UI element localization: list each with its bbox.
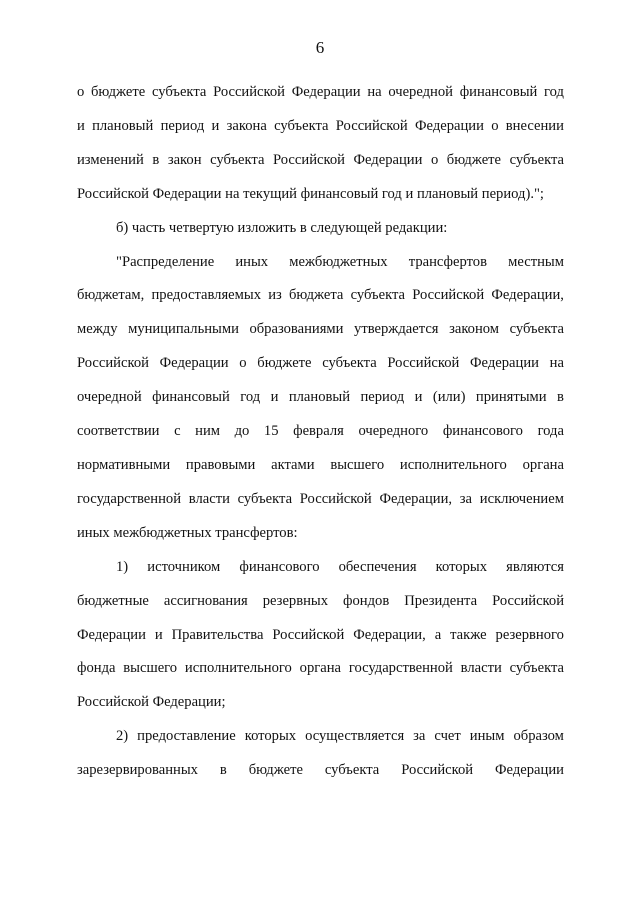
word: из (268, 287, 282, 304)
word: Российской (77, 355, 149, 372)
text-line (77, 415, 564, 449)
word: субъекта (350, 287, 406, 304)
word: исключением (479, 490, 564, 507)
word: плановый (288, 389, 351, 406)
word: внесении (505, 117, 564, 134)
word: Российской (272, 626, 345, 643)
word: февраля (293, 423, 344, 440)
word: Российской (401, 762, 474, 779)
word: и (211, 117, 220, 134)
word: Российской (412, 287, 485, 304)
word: Федерации (159, 355, 229, 372)
word: финансовый (152, 389, 230, 406)
word: и (270, 389, 279, 406)
word: Федерации (470, 355, 539, 372)
word: 15 (263, 423, 279, 440)
word: очередной (77, 389, 142, 406)
paragraph-item-1 (77, 551, 564, 721)
word: власти (460, 660, 502, 677)
text-line (77, 754, 564, 788)
word: а (434, 626, 442, 643)
word: финансового (442, 423, 523, 440)
word: и (414, 389, 423, 406)
word: закона (226, 117, 267, 134)
paragraph-item-2 (77, 720, 564, 788)
word: закон (167, 151, 202, 168)
text-line: б) часть четвертую изложить в следующей редакции: (116, 219, 448, 236)
word: Российской (299, 490, 372, 507)
paragraph-item-b (77, 212, 564, 246)
word: Федерации (353, 151, 423, 168)
word: муниципальными (128, 321, 239, 338)
word: финансовый (459, 84, 538, 100)
text-line (77, 449, 564, 483)
text-line (77, 483, 564, 517)
word: Федерации (415, 117, 484, 134)
word: образованиями (249, 321, 344, 338)
word: Федерации, (353, 626, 426, 643)
word: год (544, 84, 564, 100)
text-line (77, 313, 564, 347)
word: в (152, 151, 160, 168)
word: местным (508, 253, 564, 270)
word: и (154, 626, 163, 643)
word: государственной (348, 660, 453, 677)
word: между (77, 321, 118, 338)
word: являются (506, 558, 564, 575)
word: ассигнования (163, 592, 248, 609)
word: субъекта (509, 660, 564, 677)
word: Федерации, (379, 490, 453, 507)
word: на (549, 355, 564, 372)
word: субъекта (274, 117, 329, 134)
word: в (557, 389, 564, 406)
word: субъекта (210, 151, 265, 168)
word: очередного (358, 423, 429, 440)
word: (или) (432, 389, 466, 406)
word: нормативными (77, 456, 171, 473)
text-line (77, 720, 564, 754)
word: год (240, 389, 261, 406)
word: о (239, 355, 247, 372)
word: о (430, 151, 439, 168)
word: о (77, 84, 85, 100)
word: трансфертов (408, 253, 487, 270)
page-number: 6 (315, 38, 325, 57)
word: Российской (213, 84, 285, 100)
word: также (450, 626, 487, 643)
word: на (367, 84, 382, 100)
word: зарезервированных (77, 762, 198, 779)
word: субъекта (237, 490, 293, 507)
word: года (537, 423, 564, 440)
word: субъекта (324, 762, 380, 779)
word: Федерации (495, 762, 564, 779)
word: Федерации (291, 84, 361, 100)
word: бюджетам, (77, 287, 145, 304)
word: иных (235, 253, 269, 270)
text-line (77, 381, 564, 415)
word: о (491, 117, 499, 134)
text-line (77, 246, 564, 280)
text-line (77, 585, 564, 619)
word: бюджете (248, 762, 303, 779)
word: в (219, 762, 227, 779)
word: межбюджетных (289, 253, 388, 270)
text-line (77, 279, 564, 313)
word: утверждается (354, 321, 439, 338)
word: фондов (343, 592, 390, 609)
word: государственной (77, 490, 182, 507)
word: субъекта (151, 84, 207, 100)
word: органа (522, 456, 564, 473)
word: законом (449, 321, 500, 338)
word: плановый (92, 117, 154, 134)
word: предоставление (137, 728, 236, 745)
word: резервных (262, 592, 329, 609)
word: "Распределение (116, 253, 215, 270)
text-line: Российской Федерации; (77, 694, 226, 711)
word: обеспечения (338, 558, 417, 575)
word: и (77, 117, 85, 134)
word: правовыми (185, 456, 256, 473)
word: Федерации, (491, 287, 564, 304)
word: период (160, 117, 205, 134)
word: осуществляется (305, 728, 405, 745)
word: бюджете (91, 84, 146, 100)
text-line (77, 347, 564, 381)
word: актами (271, 456, 315, 473)
word: власти (188, 490, 230, 507)
word: высшего (123, 660, 178, 677)
word: 1) (116, 558, 129, 575)
word: ним (195, 423, 220, 440)
word: счет (434, 728, 461, 745)
word: которых (244, 728, 297, 745)
word: период (360, 389, 405, 406)
paragraph-continuation (77, 76, 564, 212)
word: исполнительного (184, 660, 292, 677)
text-line: иных межбюджетных трансфертов: (77, 524, 298, 541)
word: иным (469, 728, 505, 745)
word: бюджета (288, 287, 344, 304)
word: предоставляемых (151, 287, 261, 304)
word: финансового (239, 558, 320, 575)
word: с (174, 423, 181, 440)
word: Правительства (171, 626, 264, 643)
word: Российской (273, 151, 345, 168)
word: органа (299, 660, 342, 677)
paragraph-distribution (77, 246, 564, 551)
word: Российской (492, 592, 564, 609)
word: 2) (116, 728, 129, 745)
word: Федерации (77, 626, 146, 643)
word: которых (435, 558, 487, 575)
text-line (77, 652, 564, 686)
word: за (413, 728, 426, 745)
word: соответствии (77, 423, 160, 440)
word: до (234, 423, 250, 440)
word: Российской (387, 355, 460, 372)
word: бюджетные (77, 592, 149, 609)
word: субъекта (509, 321, 564, 338)
word: образом (513, 728, 564, 745)
word: Российской (335, 117, 408, 134)
word: изменений (77, 151, 144, 168)
text-line (77, 619, 564, 653)
word: субъекта (509, 151, 564, 168)
text-line (77, 551, 564, 585)
word: бюджете (446, 151, 502, 168)
word: источником (147, 558, 221, 575)
word: Президента (404, 592, 478, 609)
word: фонда (77, 660, 116, 677)
word: исполнительного (399, 456, 507, 473)
word: принятыми (475, 389, 547, 406)
word: субъекта (322, 355, 377, 372)
word: бюджете (257, 355, 312, 372)
document-body (77, 76, 564, 788)
word: очередной (388, 84, 453, 100)
text-line (77, 76, 564, 110)
text-line (77, 110, 564, 144)
text-line (77, 144, 564, 178)
word: высшего (330, 456, 385, 473)
text-line: Российской Федерации на текущий финансовый год и плановый период)."; (77, 185, 544, 202)
word: за (459, 490, 473, 507)
word: резервного (495, 626, 564, 643)
